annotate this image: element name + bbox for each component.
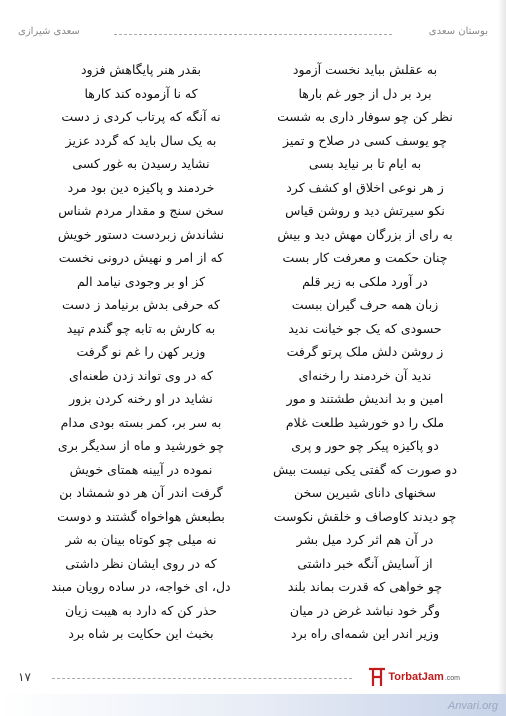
couplet [36,340,470,364]
second-hemistich: که حرفی بدش برنیامد ز دست [62,297,220,312]
logo-text: TorbatJam [388,671,444,683]
first-hemistich: زبان همه حرف گیران ببست [291,297,439,312]
couplet [36,105,470,129]
couplet [36,552,470,576]
first-hemistich: ملک را دو خورشید طلعت غلام [285,414,445,430]
couplet [36,293,470,317]
second-hemistich: بطبعش هواخواه گشتند و دوست [57,508,225,524]
second-hemistich: نموده در آیینه همتای خویش [69,461,213,477]
logo-mark-icon [368,666,386,688]
first-hemistich: امین و بد اندیش طشتند و مور [286,391,444,406]
site-logo [368,666,460,688]
second-hemistich: که در روی ایشان نظر داشتی [65,555,217,571]
second-hemistich: که از امر و نهیش درونی نخست [58,250,224,265]
second-hemistich: که در وی تواند زدن طعنه‌ای [69,367,213,383]
author-name: سعدی شیرازی [18,26,80,37]
first-hemistich: چو یوسف کسی در صلاح و تمیز [282,132,448,148]
book-title: بوستان سعدی [428,26,488,37]
logo-suffix: .com [444,675,460,682]
second-hemistich: بقدر هنر پایگاهش فزود [80,62,202,77]
second-hemistich: دل، ای خواجه، در ساده رویان مبند [51,579,231,594]
first-hemistich: وزیر اندر این شمه‌ای راه برد [291,626,439,641]
couplet [36,176,470,200]
couplet [36,152,470,176]
couplet [36,129,470,153]
couplet [36,387,470,411]
second-hemistich: گرفت اندر آن هر دو شمشاد بن [59,485,223,500]
couplet [36,364,470,388]
first-hemistich: از آسایش آنگه خبر داشتی [297,555,433,571]
footer-divider [52,678,352,679]
second-hemistich: به یک سال باید که گردد عزیز [65,132,217,148]
first-hemistich: برد بر دل از جور غم بارها [298,85,432,101]
couplet [36,223,470,247]
first-hemistich: وگر خود نباشد غرض در میان [289,602,441,618]
couplet [36,481,470,505]
first-hemistich: دو پاکیزه پیکر چو حور و پری [291,438,439,453]
page-edge [498,0,506,716]
first-hemistich: چو خواهی که قدرت بماند بلند [287,579,443,594]
second-hemistich: نشاید رسیدن به غور کسی [72,156,210,171]
couplet [36,270,470,294]
first-hemistich: سخنهای دانای شیرین سخن [294,485,436,500]
couplet [36,246,470,270]
header-divider [114,34,392,35]
page-number: ۱۷ [18,670,31,684]
poem-body [36,58,470,646]
first-hemistich: چو دیدند کاوصاف و خلقش نکوست [273,508,457,524]
couplet [36,599,470,623]
couplet [36,411,470,435]
watermark-bar [0,694,506,716]
first-hemistich: چنان حکمت و معرفت کار بست [282,250,448,265]
second-hemistich: بخبث این حکایت بر شاه برد [68,626,214,641]
couplet [36,458,470,482]
couplet [36,528,470,552]
couplet [36,505,470,529]
first-hemistich: نکو سیرتش دید و روشن قیاس [285,203,445,218]
first-hemistich: ز روشن دلش ملک پرتو گرفت [286,344,444,359]
second-hemistich: نشاید در او رخنه کردن بزور [69,391,213,406]
second-hemistich: نشاندش زبردست دستور خویش [57,226,225,242]
first-hemistich: حسودی که یک جو خیانت ندید [288,320,442,336]
couplet [36,575,470,599]
first-hemistich: به ایام تا بر نیاید بسی [308,156,422,171]
couplet [36,622,470,646]
couplet [36,58,470,82]
first-hemistich: دو صورت که گفتی یکی نیست بیش [272,461,458,477]
second-hemistich: که نا آزموده کند کارها [84,85,198,101]
page-footer [18,666,488,688]
couplet [36,82,470,106]
second-hemistich: وزیر کهن را غم نو گرفت [76,344,206,359]
page-header [18,26,488,44]
second-hemistich: سخن سنج و مقدار مردم شناس [58,203,224,218]
first-hemistich: در آورد ملکی به زیر قلم [302,273,428,289]
first-hemistich: ندید آن خردمند را رخنه‌ای [298,367,432,383]
first-hemistich: در آن هم اثر کرد میل بشر [296,532,434,547]
first-hemistich: ز هر نوعی اخلاق او کشف کرد [286,179,444,195]
couplet [36,317,470,341]
couplet [36,199,470,223]
watermark: Anvari.org [447,700,498,712]
second-hemistich: چو خورشید و ماه از سدیگر بری [57,438,225,453]
second-hemistich: نه میلی چو کوتاه بینان به شر [65,532,217,547]
first-hemistich: به عقلش بباید نخست آزمود [292,62,438,77]
second-hemistich: نه آنگه که پرتاب کردی ز دست [61,109,221,124]
second-hemistich: به کارش به تابه چو گندم تپید [66,320,216,336]
second-hemistich: به سر بر، کمر بسته بودی مدام [60,414,222,430]
first-hemistich: نظر کن چو سوفار داری به شست [277,109,453,124]
second-hemistich: حذر کن که دارد به هیبت زیان [64,602,218,618]
first-hemistich: به رای از بزرگان مهش دید و بیش [277,226,453,242]
second-hemistich: کز او بر وجودی نیامد الم [76,273,206,289]
second-hemistich: خردمند و پاکیزه دین بود مرد [67,179,215,195]
couplet [36,434,470,458]
